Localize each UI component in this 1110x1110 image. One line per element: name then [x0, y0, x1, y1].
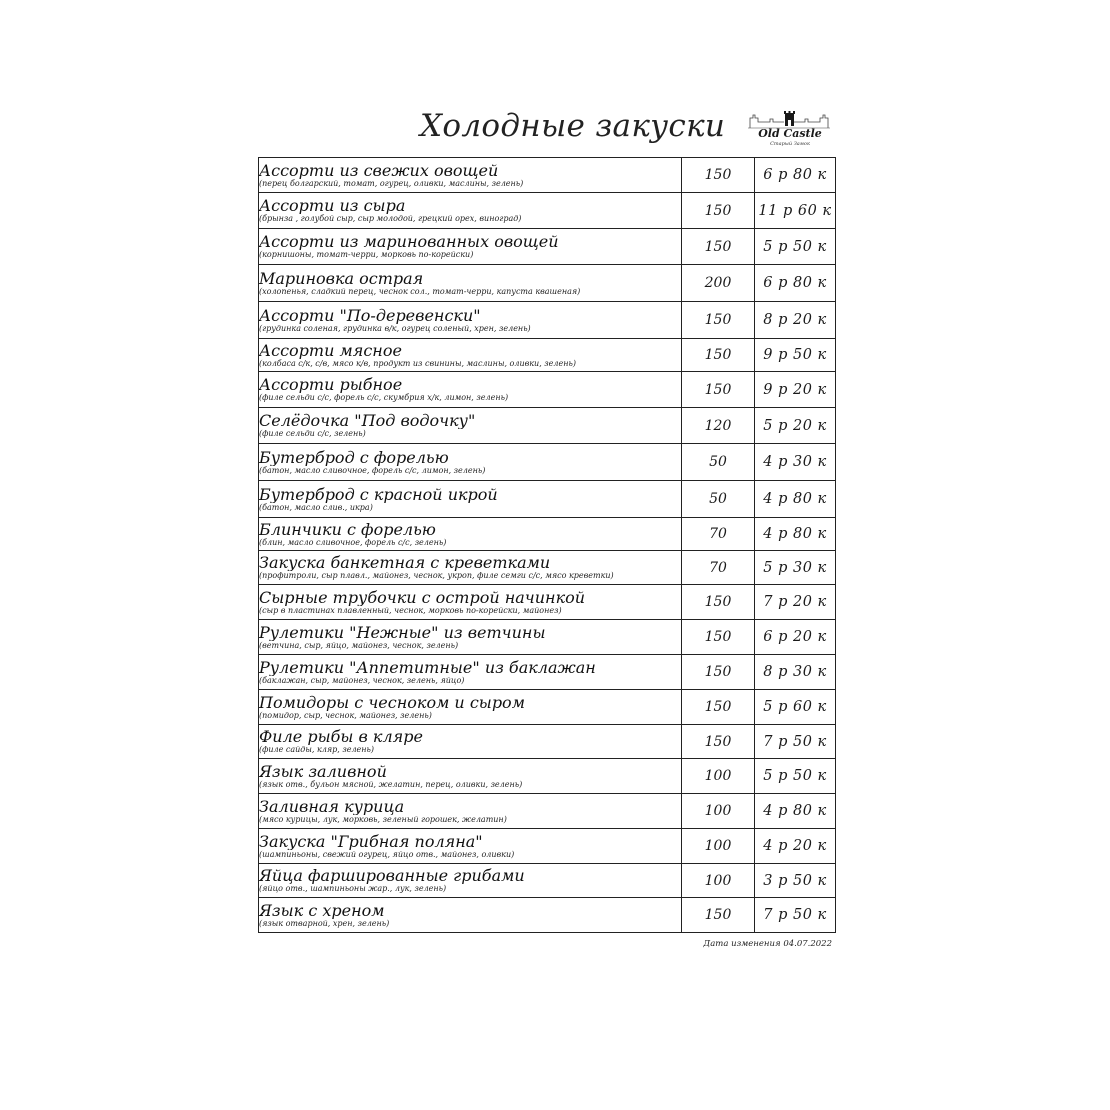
dish-price: 9 р 50 к [755, 339, 836, 372]
dish-price: 8 р 30 к [755, 655, 836, 690]
menu-row [259, 794, 836, 829]
dish-price: 7 р 50 к [755, 725, 836, 759]
dish-name: Язык заливной [259, 762, 387, 780]
dish-description: (филе сайды, кляр, зелень) [259, 745, 375, 754]
dish-description: (профитроли, сыр плавл., майонез, чеснок, укроп, филе семги с/с, мясо креветки) [259, 571, 614, 580]
dish-weight: 100 [682, 864, 755, 898]
menu-row [259, 339, 836, 372]
dish-price: 4 р 20 к [755, 829, 836, 864]
menu-table-body [259, 158, 836, 933]
dish-name: Рулетики "Аппетитные" из баклажан [259, 658, 596, 676]
dish-description: (брынза , голубой сыр, сыр молодой, грецкий орех, виноград) [259, 214, 522, 223]
menu-row [259, 690, 836, 725]
dish-name: Бутерброд с красной икрой [259, 485, 498, 503]
menu-row [259, 408, 836, 444]
dish-description: (корнишоны, томат-черри, морковь по-корейски) [259, 250, 474, 259]
dish-cell [259, 158, 682, 193]
dish-cell [259, 481, 682, 518]
dish-weight: 150 [682, 898, 755, 933]
dish-price: 9 р 20 к [755, 372, 836, 408]
dish-cell [259, 759, 682, 794]
dish-name: Закуска банкетная с креветками [259, 554, 551, 571]
menu-row [259, 551, 836, 585]
dish-description: (холопенья, сладкий перец, чеснок сол., томат-черри, капуста квашеная) [259, 286, 581, 296]
dish-weight: 200 [682, 265, 755, 302]
menu-row [259, 829, 836, 864]
dish-weight: 150 [682, 229, 755, 265]
dish-description: (яйцо отв., шампиньоны жар., лук, зелень) [259, 884, 447, 893]
dish-name: Ассорти мясное [259, 341, 402, 359]
logo-subtitle: Старый Замок [770, 141, 810, 147]
dish-description: (колбаса с/к, с/в, мясо к/в, продукт из свинины, маслины, оливки, зелень) [259, 358, 576, 368]
dish-name: Рулетики "Нежные" из ветчины [259, 623, 546, 641]
dish-description: (язык отварной, хрен, зелень) [259, 918, 390, 928]
dish-description: (баклажан, сыр, майонез, чеснок, зелень, яйцо) [259, 675, 465, 685]
dish-cell [259, 444, 682, 481]
menu-row [259, 585, 836, 620]
dish-description: (ветчина, сыр, яйцо, майонез, чеснок, зелень) [259, 640, 459, 650]
menu-row [259, 759, 836, 794]
dish-cell [259, 690, 682, 725]
dish-description: (язык отв., бульон мясной, желатин, перец, оливки, зелень) [259, 779, 523, 789]
dish-price: 5 р 50 к [755, 759, 836, 794]
menu-row [259, 655, 836, 690]
dish-description: (помидор, сыр, чеснок, майонез, зелень) [259, 710, 432, 720]
dish-cell [259, 193, 682, 229]
dish-price: 7 р 50 к [755, 898, 836, 933]
menu-row [259, 620, 836, 655]
dish-cell [259, 864, 682, 898]
page-title: Холодные закуски [420, 108, 726, 144]
dish-cell [259, 265, 682, 302]
dish-description: (грудинка соленая, грудинка в/к, огурец соленый, хрен, зелень) [259, 323, 531, 333]
dish-price: 6 р 80 к [755, 265, 836, 302]
menu-row [259, 864, 836, 898]
footer-date: Дата изменения 04.07.2022 [703, 939, 832, 949]
dish-price: 5 р 60 к [755, 690, 836, 725]
dish-weight: 150 [682, 158, 755, 193]
menu-table [258, 157, 836, 933]
dish-name: Ассорти из свежих овощей [259, 161, 499, 179]
dish-weight: 150 [682, 725, 755, 759]
dish-cell [259, 302, 682, 339]
dish-description: (филе сельди с/с, форель с/с, скумбрия х/к, лимон, зелень) [259, 393, 509, 402]
dish-description: (шампиньоны, свежий огурец, яйцо отв., майонез, оливки) [259, 849, 515, 859]
dish-weight: 100 [682, 794, 755, 829]
menu-row [259, 898, 836, 933]
dish-cell [259, 518, 682, 551]
dish-cell [259, 655, 682, 690]
dish-name: Филе рыбы в кляре [259, 728, 423, 745]
dish-name: Ассорти из сыра [259, 197, 406, 214]
dish-cell [259, 794, 682, 829]
dish-name: Ассорти из маринованных овощей [259, 233, 559, 250]
dish-name: Закуска "Грибная поляна" [259, 832, 483, 850]
menu-row [259, 193, 836, 229]
menu-row [259, 265, 836, 302]
dish-cell [259, 408, 682, 444]
dish-name: Сырные трубочки с острой начинкой [259, 588, 586, 606]
dish-name: Заливная курица [259, 797, 405, 815]
dish-price: 4 р 80 к [755, 518, 836, 551]
dish-weight: 150 [682, 620, 755, 655]
dish-price: 3 р 50 к [755, 864, 836, 898]
dish-price: 6 р 80 к [755, 158, 836, 193]
dish-weight: 70 [682, 518, 755, 551]
menu-row [259, 302, 836, 339]
dish-price: 8 р 20 к [755, 302, 836, 339]
dish-name: Ассорти рыбное [259, 376, 403, 393]
dish-cell [259, 585, 682, 620]
menu-row [259, 444, 836, 481]
dish-cell [259, 339, 682, 372]
menu-row [259, 372, 836, 408]
dish-name: Ассорти "По-деревенски" [259, 306, 481, 324]
dish-description: (мясо курицы, лук, морковь, зеленый горошек, желатин) [259, 814, 507, 824]
menu-row [259, 481, 836, 518]
logo-name: Old Castle [758, 127, 822, 140]
old-castle-logo [746, 110, 832, 152]
dish-cell [259, 620, 682, 655]
menu-row [259, 725, 836, 759]
dish-price: 5 р 20 к [755, 408, 836, 444]
menu-row [259, 158, 836, 193]
dish-weight: 150 [682, 302, 755, 339]
dish-weight: 50 [682, 444, 755, 481]
dish-name: Помидоры с чесноком и сыром [259, 693, 525, 711]
dish-name: Язык с хреном [259, 901, 385, 919]
dish-cell [259, 229, 682, 265]
dish-price: 4 р 80 к [755, 794, 836, 829]
dish-name: Яйца фаршированные грибами [259, 867, 525, 884]
menu-row [259, 518, 836, 551]
dish-price: 4 р 80 к [755, 481, 836, 518]
dish-weight: 70 [682, 551, 755, 585]
dish-description: (сыр в пластинах плавленный, чеснок, морковь по-корейски, майонез) [259, 605, 562, 615]
dish-weight: 150 [682, 372, 755, 408]
dish-description: (блин, масло сливочное, форель с/с, зелень) [259, 537, 447, 547]
dish-weight: 100 [682, 759, 755, 794]
dish-price: 4 р 30 к [755, 444, 836, 481]
dish-description: (батон, масло сливочное, форель с/с, лимон, зелень) [259, 465, 486, 475]
dish-description: (филе сельди с/с, зелень) [259, 429, 366, 438]
menu-row [259, 229, 836, 265]
dish-cell [259, 898, 682, 933]
dish-weight: 150 [682, 690, 755, 725]
dish-price: 5 р 50 к [755, 229, 836, 265]
dish-weight: 150 [682, 585, 755, 620]
dish-description: (батон, масло слив., икра) [259, 502, 373, 512]
dish-description: (перец болгарский, томат, огурец, оливки, маслины, зелень) [259, 178, 524, 188]
dish-weight: 100 [682, 829, 755, 864]
dish-price: 5 р 30 к [755, 551, 836, 585]
dish-weight: 150 [682, 193, 755, 229]
dish-price: 6 р 20 к [755, 620, 836, 655]
dish-price: 7 р 20 к [755, 585, 836, 620]
dish-cell [259, 372, 682, 408]
dish-weight: 120 [682, 408, 755, 444]
dish-price: 11 р 60 к [755, 193, 836, 229]
dish-name: Мариновка острая [259, 269, 424, 287]
dish-name: Селёдочка "Под водочку" [259, 412, 476, 429]
dish-weight: 150 [682, 339, 755, 372]
dish-cell [259, 829, 682, 864]
dish-cell [259, 725, 682, 759]
dish-name: Бутерброд с форелью [259, 448, 449, 466]
dish-weight: 150 [682, 655, 755, 690]
dish-weight: 50 [682, 481, 755, 518]
dish-name: Блинчики с форелью [259, 520, 436, 538]
dish-cell [259, 551, 682, 585]
